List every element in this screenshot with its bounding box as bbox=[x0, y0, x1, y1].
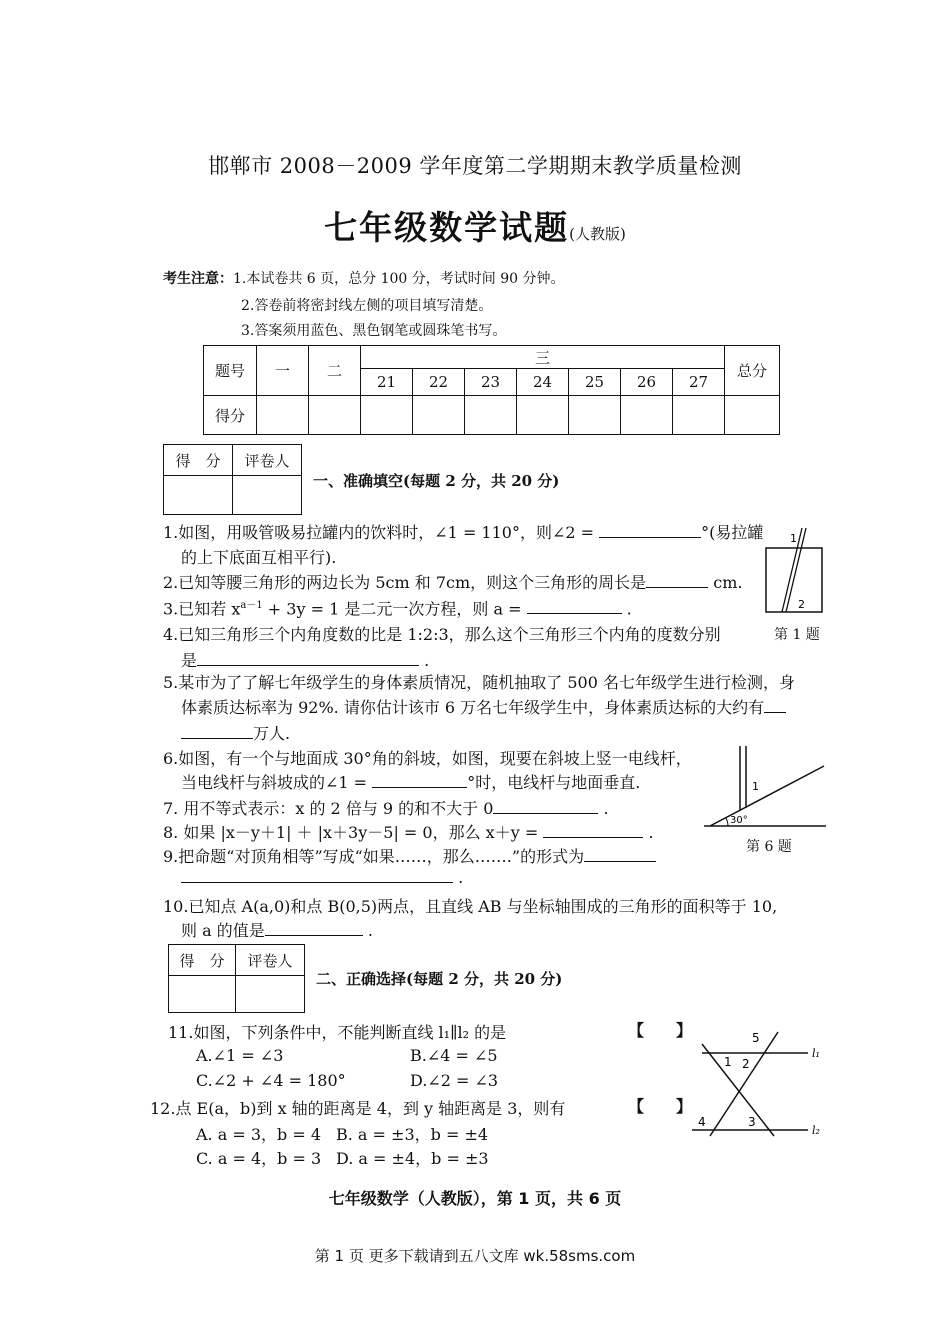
q12-stem: 12.点 E(a，b)到 x 轴的距离是 4，到 y 轴距离是 3，则有 bbox=[150, 1099, 566, 1118]
notice-item: 1.本试卷共 6 页，总分 100 分，考试时间 90 分钟。 bbox=[233, 271, 565, 287]
q1-line-1: 1.如图，用吸管吸易拉罐内的饮料时，∠1 = 110°，则∠2 = °(易拉罐 bbox=[163, 523, 764, 542]
q12-option-b[interactable]: B. a = ±3，b = ±4 bbox=[336, 1125, 489, 1144]
edition-label: (人教版) bbox=[569, 225, 626, 243]
angle-arc bbox=[726, 818, 728, 826]
score-col-3: 三 bbox=[361, 346, 725, 369]
grader-cell bbox=[164, 476, 233, 515]
grader-score-label: 得 分 bbox=[169, 945, 236, 976]
figure-6-caption: 第 6 题 bbox=[746, 839, 792, 855]
score-cell bbox=[725, 396, 780, 435]
q3-blank[interactable] bbox=[527, 599, 622, 614]
section-1-title: 一、准确填空(每题 2 分，共 20 分) bbox=[313, 472, 560, 490]
notice-line-3: 3.答案须用蓝色、黑色钢笔或圆珠笔书写。 bbox=[241, 323, 507, 339]
q10-line-2: 则 a 的值是 . bbox=[181, 921, 373, 940]
q6-blank[interactable] bbox=[372, 773, 467, 788]
score-cell bbox=[517, 396, 569, 435]
q10-line-1: 10.已知点 A(a,0)和点 B(0,5)两点，且直线 AB 与坐标轴围成的三角形的面积等于 10, bbox=[163, 897, 778, 916]
q3-line: 3.已知若 $x^{a-1} + 3y = 1$ 是二元一次方程，则 a = . bbox=[163, 599, 632, 619]
fig1-label-2: 2 bbox=[798, 598, 805, 611]
exam-header-title: 邯郸市 2008－2009 学年度第二学期期末教学质量检测 bbox=[208, 154, 742, 178]
score-cell bbox=[413, 396, 465, 435]
score-row-label: 题号 bbox=[204, 346, 257, 396]
figure-6-slope-diagram bbox=[700, 742, 830, 834]
q8-line: 8. 如果 |x－y＋1| ＋ |x＋3y－5| = 0，那么 x＋y = . bbox=[163, 823, 654, 842]
score-subcol: 24 bbox=[517, 369, 569, 396]
q2-line: 2.已知等腰三角形的两边长为 5cm 和 7cm，则这个三角形的周长是 cm. bbox=[163, 573, 743, 592]
exam-subtitle bbox=[0, 202, 950, 249]
q7-line: 7. 用不等式表示：x 的 2 倍与 9 的和不大于 0 . bbox=[163, 799, 609, 818]
page-footer-info: 七年级数学（人教版），第 1 页，共 6 页 bbox=[328, 1189, 622, 1208]
grader-box-2 bbox=[168, 944, 305, 1013]
fig11-label-2: 2 bbox=[742, 1057, 750, 1071]
score-total: 总分 bbox=[725, 346, 780, 396]
score-cell bbox=[673, 396, 725, 435]
q5-blank[interactable] bbox=[181, 724, 253, 739]
score-table bbox=[203, 345, 780, 435]
score-subcol: 23 bbox=[465, 369, 517, 396]
subtitle-text: 七年级数学试题 bbox=[324, 208, 570, 247]
q9-line-2: . bbox=[181, 868, 463, 887]
score-cell bbox=[257, 396, 309, 435]
figure-1-caption: 第 1 题 bbox=[774, 627, 820, 643]
score-subcol: 21 bbox=[361, 369, 413, 396]
score-cell bbox=[309, 396, 361, 435]
grader-cell bbox=[233, 476, 302, 515]
grader-box-1 bbox=[163, 444, 302, 515]
q11-option-b[interactable]: B.∠4 = ∠5 bbox=[410, 1046, 498, 1065]
fig11-label-l2: l₂ bbox=[812, 1124, 820, 1137]
figure-11-parallel-lines-diagram bbox=[682, 1024, 832, 1144]
q12-option-d[interactable]: D. a = ±4，b = ±3 bbox=[336, 1149, 489, 1168]
transversal-b bbox=[710, 1032, 778, 1136]
q11-option-a[interactable]: A.∠1 = ∠3 bbox=[196, 1046, 284, 1065]
q11-answer-bracket[interactable]: 【 】 bbox=[628, 1021, 693, 1040]
score-cell bbox=[361, 396, 413, 435]
fig11-label-5: 5 bbox=[752, 1031, 760, 1045]
q11-option-c[interactable]: C.∠2 + ∠4 = 180° bbox=[196, 1071, 346, 1090]
q2-blank[interactable] bbox=[646, 573, 708, 588]
grader-cell bbox=[169, 976, 236, 1013]
section-2-title: 二、正确选择(每题 2 分，共 20 分) bbox=[316, 970, 563, 988]
slope-line bbox=[710, 766, 824, 826]
q12-answer-bracket[interactable]: 【 】 bbox=[628, 1097, 693, 1116]
score-subcol: 27 bbox=[673, 369, 725, 396]
grader-score-label: 得 分 bbox=[164, 445, 233, 476]
q9-line-1: 9.把命题“对顶角相等”写成“如果……，那么…….”的形式为 bbox=[163, 844, 656, 867]
q5-blank-start[interactable] bbox=[764, 698, 786, 713]
notice-line-2: 2.答卷前将密封线左侧的项目填写清楚。 bbox=[241, 298, 493, 314]
q1-line-2: 的上下底面互相平行). bbox=[181, 548, 337, 567]
fig6-angle-label: 30° bbox=[730, 815, 748, 826]
grader-reviewer-label: 评卷人 bbox=[236, 945, 305, 976]
q6-line-1: 6.如图，有一个与地面成 30°角的斜坡，如图，现要在斜坡上竖一电线杆， bbox=[163, 749, 692, 768]
transversal-a bbox=[702, 1044, 774, 1136]
q10-blank[interactable] bbox=[265, 921, 363, 936]
q4-line-2: 是 . bbox=[181, 651, 430, 670]
score-subcol: 22 bbox=[413, 369, 465, 396]
download-footer[interactable]: 第 1 页 更多下载请到五八文库 wk.58sms.com bbox=[314, 1247, 636, 1265]
figure-1-can-diagram bbox=[760, 522, 830, 617]
q9-blank-start[interactable] bbox=[584, 847, 656, 862]
q11-stem: 11.如图，下列条件中，不能判断直线 l₁∥l₂ 的是 bbox=[168, 1023, 507, 1042]
q4-blank[interactable] bbox=[197, 651, 419, 666]
q6-line-2: 当电线杆与斜坡成的∠1 = °时，电线杆与地面垂直. bbox=[181, 773, 641, 792]
q5-line-1: 5.某市为了了解七年级学生的身体素质情况，随机抽取了 500 名七年级学生进行检测，身 bbox=[163, 673, 795, 692]
grader-reviewer-label: 评卷人 bbox=[233, 445, 302, 476]
score-cell bbox=[465, 396, 517, 435]
q1-blank[interactable] bbox=[599, 523, 701, 538]
q12-option-c[interactable]: C. a = 4，b = 3 bbox=[196, 1149, 322, 1168]
q8-blank[interactable] bbox=[543, 823, 643, 838]
fig11-label-4: 4 bbox=[698, 1115, 706, 1129]
fig11-label-l1: l₁ bbox=[812, 1047, 820, 1060]
score-col-2: 二 bbox=[309, 346, 361, 396]
fig11-label-1: 1 bbox=[724, 1055, 732, 1069]
score-subcol: 25 bbox=[569, 369, 621, 396]
score-cell bbox=[569, 396, 621, 435]
fig11-label-3: 3 bbox=[748, 1115, 756, 1129]
q4-line-1: 4.已知三角形三个内角度数的比是 1:2:3，那么这个三角形三个内角的度数分别 bbox=[163, 625, 721, 644]
q12-option-a[interactable]: A. a = 3，b = 4 bbox=[196, 1125, 322, 1144]
score-col-1: 一 bbox=[257, 346, 309, 396]
score-row-label: 得分 bbox=[204, 396, 257, 435]
score-cell bbox=[621, 396, 673, 435]
q7-blank[interactable] bbox=[493, 799, 598, 814]
fig1-label-1: 1 bbox=[790, 532, 797, 545]
fig6-label-1: 1 bbox=[752, 780, 759, 793]
score-subcol: 26 bbox=[621, 369, 673, 396]
q11-option-d[interactable]: D.∠2 = ∠3 bbox=[410, 1071, 499, 1090]
notice-label: 考生注意： bbox=[163, 271, 233, 287]
notice-line-1 bbox=[163, 268, 565, 288]
q9-blank[interactable] bbox=[181, 868, 453, 883]
q5-line-3: 万人. bbox=[181, 721, 290, 744]
q5-line-2: 体素质达标率为 92%. 请你估计该市 6 万名七年级学生中，身体素质达标的大约有 bbox=[181, 695, 786, 718]
grader-cell bbox=[236, 976, 305, 1013]
